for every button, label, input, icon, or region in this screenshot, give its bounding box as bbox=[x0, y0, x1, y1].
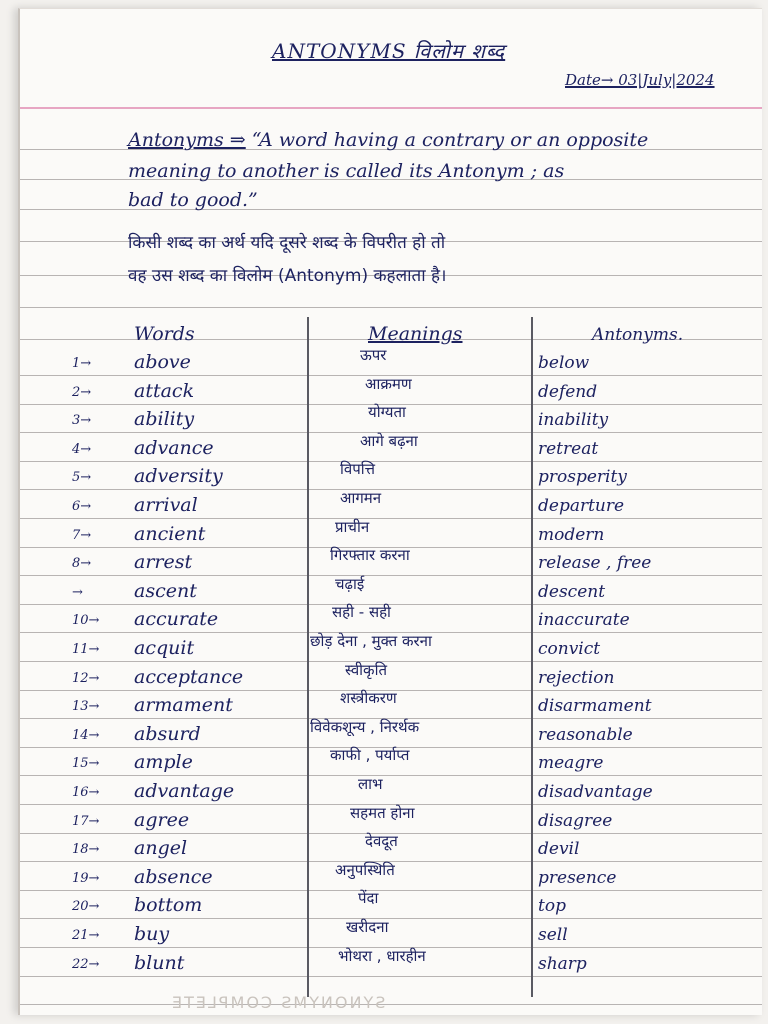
row-number: 7→ bbox=[72, 527, 92, 543]
margin-rule bbox=[20, 107, 762, 109]
header-antonyms: Antonyms. bbox=[592, 325, 684, 345]
ruled-line bbox=[20, 518, 762, 519]
row-number: 8→ bbox=[72, 556, 92, 572]
meaning-cell: योग्यता bbox=[368, 403, 406, 422]
word-cell: advance bbox=[134, 436, 214, 459]
meaning-cell: खरीदना bbox=[346, 918, 389, 936]
definition-label: Antonyms ⇒ bbox=[128, 129, 246, 151]
row-number: → bbox=[72, 584, 83, 600]
antonym-cell: disarmament bbox=[538, 696, 652, 717]
ruled-line bbox=[20, 307, 762, 308]
definition-block bbox=[128, 129, 648, 151]
meaning-cell: पेंदा bbox=[358, 889, 379, 908]
antonym-cell: disagree bbox=[538, 810, 613, 831]
row-number: 6→ bbox=[72, 499, 92, 514]
word-cell: arrest bbox=[134, 551, 193, 574]
header-words: Words bbox=[134, 323, 195, 345]
ruled-line bbox=[20, 461, 762, 462]
row-number: 10→ bbox=[72, 613, 100, 629]
antonym-cell: convict bbox=[538, 639, 601, 659]
word-cell: acceptance bbox=[134, 665, 244, 688]
ruled-line bbox=[20, 775, 762, 776]
date-label: Date→ 03|July|2024 bbox=[565, 71, 715, 89]
antonym-cell: presence bbox=[538, 867, 617, 888]
word-cell: ability bbox=[134, 408, 195, 431]
word-cell: bottom bbox=[134, 894, 203, 917]
row-number: 21→ bbox=[72, 928, 100, 943]
antonym-cell: inability bbox=[538, 410, 609, 431]
row-number: 14→ bbox=[72, 727, 100, 743]
definition-line-1: “A word having a contrary or an opposite bbox=[251, 129, 649, 151]
meaning-cell: अनुपस्थिति bbox=[335, 860, 395, 879]
meaning-cell: सहमत होना bbox=[350, 803, 415, 822]
meaning-cell: देवदूत bbox=[365, 832, 398, 851]
antonym-cell: departure bbox=[538, 496, 625, 516]
word-cell: advantage bbox=[134, 780, 235, 802]
antonym-cell: reasonable bbox=[538, 724, 633, 745]
antonym-cell: below bbox=[538, 353, 590, 373]
ruled-line bbox=[20, 1004, 762, 1005]
word-cell: ample bbox=[134, 751, 193, 774]
word-cell: acquit bbox=[134, 637, 195, 659]
antonym-cell: modern bbox=[538, 524, 605, 545]
antonym-cell: release , free bbox=[538, 553, 652, 574]
antonym-cell: meagre bbox=[538, 753, 604, 774]
ruled-line bbox=[20, 575, 762, 576]
row-number: 11→ bbox=[72, 642, 100, 657]
antonym-cell: devil bbox=[538, 839, 580, 860]
antonym-cell: prosperity bbox=[538, 467, 627, 488]
row-number: 20→ bbox=[72, 899, 100, 915]
row-number: 13→ bbox=[72, 699, 100, 715]
row-number: 4→ bbox=[72, 441, 92, 457]
definition-line-3: bad to good.” bbox=[128, 189, 258, 211]
word-cell: blunt bbox=[134, 951, 185, 974]
bleed-through-text: SYNONYMS COMPLETE bbox=[170, 993, 386, 1012]
word-cell: buy bbox=[134, 923, 170, 945]
column-divider-2 bbox=[531, 317, 533, 997]
row-number: 18→ bbox=[72, 842, 100, 858]
row-number: 1→ bbox=[72, 356, 92, 371]
row-number: 5→ bbox=[72, 470, 92, 486]
word-cell: arrival bbox=[134, 494, 198, 516]
word-cell: accurate bbox=[134, 608, 219, 631]
meaning-cell: छोड़ देना , मुक्त करना bbox=[310, 632, 432, 650]
ruled-line bbox=[20, 489, 762, 490]
word-cell: agree bbox=[134, 808, 190, 831]
page-title: ANTONYMS विलोम शब्द bbox=[272, 39, 506, 63]
row-number: 2→ bbox=[72, 384, 92, 400]
meaning-cell: आक्रमण bbox=[365, 374, 412, 393]
ruled-line bbox=[20, 604, 762, 605]
meaning-cell: काफी , पर्याप्त bbox=[330, 746, 410, 765]
definition-line-2: meaning to another is called its Antonym ; as bbox=[128, 160, 565, 182]
word-cell: armament bbox=[134, 694, 233, 717]
antonym-cell: disadvantage bbox=[538, 782, 653, 802]
row-number: 17→ bbox=[72, 813, 100, 829]
antonym-cell: inaccurate bbox=[538, 610, 630, 631]
ruled-line bbox=[20, 661, 762, 662]
meaning-cell: लाभ bbox=[358, 775, 383, 793]
antonym-cell: top bbox=[538, 896, 566, 917]
row-number: 22→ bbox=[72, 956, 100, 972]
word-cell: adversity bbox=[134, 465, 223, 488]
antonym-cell: sharp bbox=[538, 953, 587, 974]
meaning-cell: विवेकशून्य , निरर्थक bbox=[310, 717, 420, 736]
antonym-cell: sell bbox=[538, 925, 568, 945]
row-number: 12→ bbox=[72, 670, 100, 686]
antonym-cell: rejection bbox=[538, 667, 615, 688]
hindi-definition-2: वह उस शब्द का विलोम (Antonym) कहलाता है। bbox=[128, 266, 447, 286]
word-cell: above bbox=[134, 351, 191, 373]
meaning-cell: शस्त्रीकरण bbox=[340, 689, 397, 708]
meaning-cell: सही - सही bbox=[332, 603, 391, 622]
meaning-cell: विपत्ति bbox=[340, 460, 375, 479]
meaning-cell: आगमन bbox=[340, 489, 382, 507]
meaning-cell: स्वीकृति bbox=[345, 660, 388, 679]
meaning-cell: गिरफ्तार करना bbox=[330, 546, 410, 565]
header-meanings: Meanings bbox=[368, 323, 463, 345]
word-cell: ancient bbox=[134, 522, 206, 545]
word-cell: ascent bbox=[134, 579, 197, 602]
ruled-line bbox=[20, 918, 762, 919]
antonym-cell: defend bbox=[538, 381, 598, 402]
word-cell: angel bbox=[134, 837, 188, 860]
word-cell: absence bbox=[134, 865, 213, 888]
row-number: 19→ bbox=[72, 870, 100, 886]
ruled-line bbox=[20, 976, 762, 977]
meaning-cell: भोथरा , धारहीन bbox=[338, 946, 426, 965]
antonym-cell: retreat bbox=[538, 438, 599, 459]
row-number: 15→ bbox=[72, 756, 100, 772]
column-divider-1 bbox=[307, 317, 309, 997]
meaning-cell: चढ़ाई bbox=[335, 574, 365, 593]
meaning-cell: ऊपर bbox=[360, 346, 387, 364]
ruled-line bbox=[20, 890, 762, 891]
meaning-cell: प्राचीन bbox=[335, 517, 370, 536]
row-number: 16→ bbox=[72, 785, 100, 800]
row-number: 3→ bbox=[72, 413, 92, 429]
notebook-page bbox=[18, 8, 762, 1015]
word-cell: attack bbox=[134, 379, 195, 402]
hindi-definition-1: किसी शब्द का अर्थ यदि दूसरे शब्द के विपरीत हो तो bbox=[128, 233, 446, 253]
meaning-cell: आगे बढ़ना bbox=[360, 431, 418, 450]
antonym-cell: descent bbox=[538, 581, 606, 602]
word-cell: absurd bbox=[134, 722, 201, 745]
